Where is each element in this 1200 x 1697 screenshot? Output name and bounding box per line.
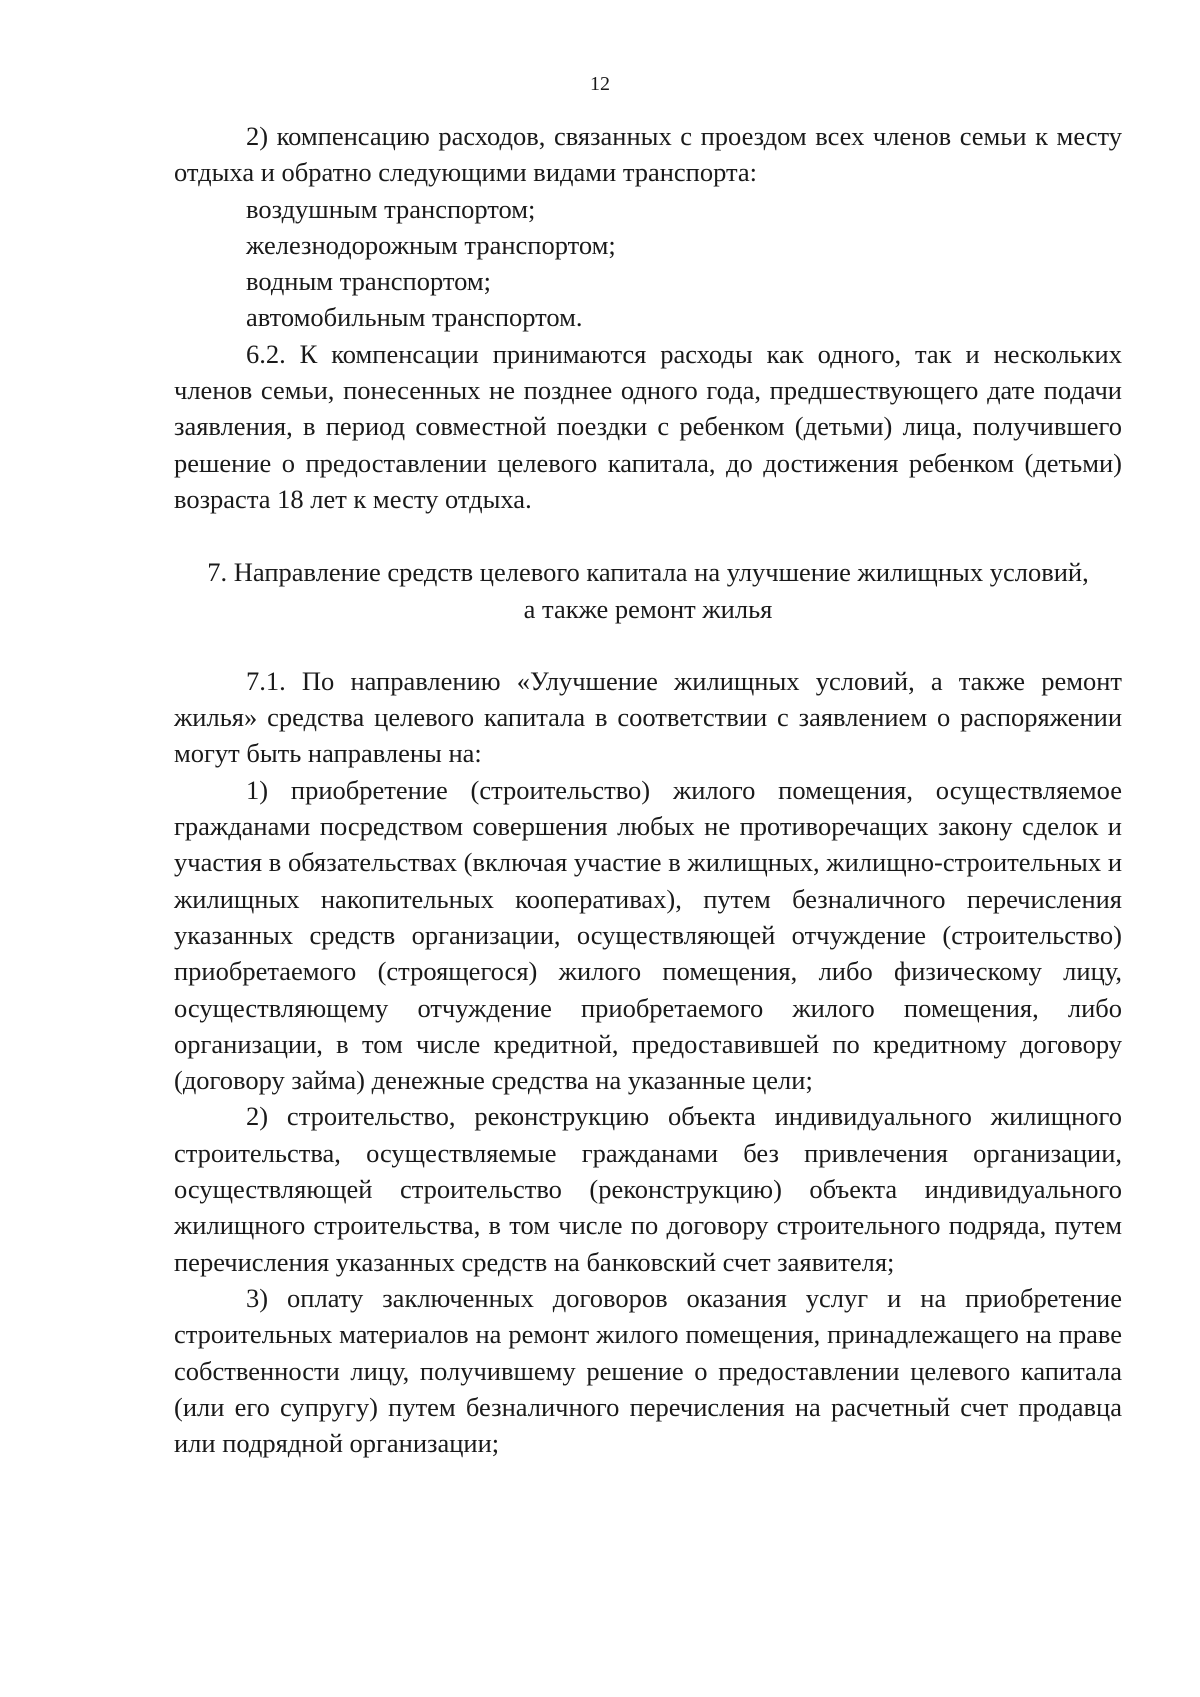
transport-item-air: воздушным транспортом; xyxy=(246,193,536,224)
transport-item-rail: железнодорожным транспортом; xyxy=(246,229,616,260)
clause-7-1-item-3: 3) оплату заключенных договоров оказания услуг и на приобретение строительных материалов на ремонт жилого помещения, принадлежащего на праве собственности лицу, получившему решение о предоставлении целевого капитала (или его супругу) путем безналичного перечисления на расчетный счет продавца или подрядной организации; xyxy=(174,1282,1122,1459)
transport-item-auto: автомобильным транспортом. xyxy=(246,302,583,333)
clause-7-1-item-1: 1) приобретение (строительство) жилого помещения, осуществляемое гражданами посредством совершения любых не противоречащих закону сделок и участия в обязательствах (включая участие в жилищных, жилищно-строительных и жилищных накопительных кооперативах), путем безналичного перечисления указанных средств организации, осуществляющей отчуждение (строительство) приобретаемого (строящегося) жилого помещения, либо физическому лицу, осуществляющему отчуждение приобретаемого жилого помещения, либо организации, в том числе кредитной, предоставившей по кредитному договору (договору займа) денежные средства на указанные цели; xyxy=(174,774,1122,1096)
document-body xyxy=(174,118,1122,1461)
transport-item-water: водным транспортом; xyxy=(246,266,491,297)
clause-6-2: 6.2. К компенсации принимаются расходы как одного, так и нескольких членов семьи, понесенных не позднее одного года, предшествующего дате подачи заявления, в период совместной поездки с ребенком (детьми) лица, получившего решение о предоставлении целевого капитала, до достижения ребенком (детьми) возраста 18 лет к месту отдыха. xyxy=(174,338,1122,514)
page-number: 12 xyxy=(590,73,610,95)
clause-7-1: 7.1. По направлению «Улучшение жилищных условий, а также ремонт жилья» средства целевого капитала в соответствии с заявлением о распоряжении могут быть направлены на: xyxy=(174,665,1122,769)
section-7-heading-line-1: 7. Направление средств целевого капитала на улучшение жилищных условий, xyxy=(207,557,1089,588)
clause-7-1-item-2: 2) строительство, реконструкцию объекта индивидуального жилищного строительства, осуществляемые гражданами без привлечения организации, осуществляющей строительство (реконструкцию) объекта индивидуального жилищного строительства, в том числе по договору строительного подряда, путем перечисления указанных средств на банковский счет заявителя; xyxy=(174,1101,1122,1277)
paragraph-travel-compensation: 2) компенсацию расходов, связанных с проездом всех членов семьи к месту отдыха и обратно следующими видами транспорта: xyxy=(174,121,1122,188)
section-7-heading xyxy=(174,554,1122,627)
section-7-heading-line-2: а также ремонт жилья xyxy=(523,593,773,624)
